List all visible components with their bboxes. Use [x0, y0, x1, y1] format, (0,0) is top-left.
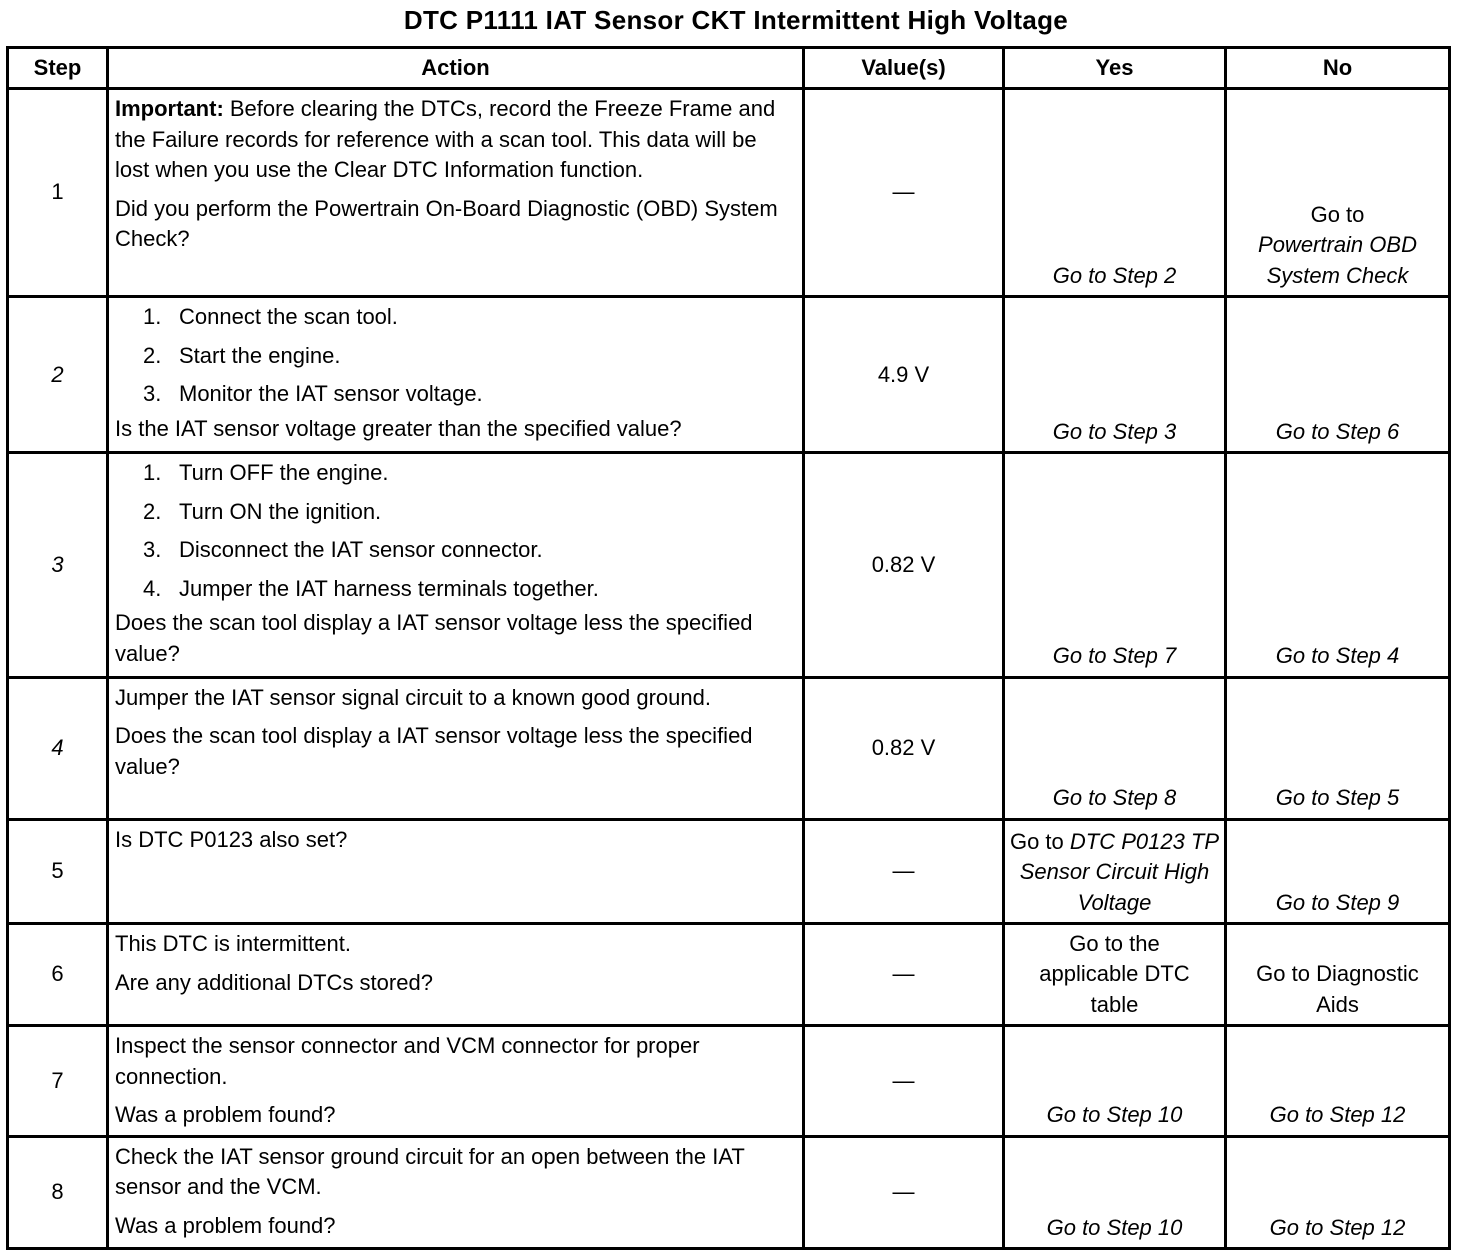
step-number: 8: [8, 1136, 108, 1248]
action-cell: [108, 1026, 804, 1137]
step-number: 6: [8, 924, 108, 1026]
no-cell: [1226, 89, 1450, 297]
action-question: Is DTC P0123 also set?: [115, 826, 348, 852]
yes-link[interactable]: Go to Step 2: [1052, 262, 1177, 288]
yes-link[interactable]: Go to Step 10: [1046, 1102, 1183, 1128]
action-question: Was a problem found?: [115, 1212, 336, 1238]
header-row: [8, 48, 1450, 89]
header-action: Action: [108, 48, 804, 89]
step-number: 5: [8, 819, 108, 923]
action-cell: [108, 819, 804, 923]
important-text: Before clearing the DTCs, record the Freeze Frame and the Failure records for reference with a scan tool. This data will be lost when you use the Clear DTC Information function.: [115, 96, 776, 182]
table-row: [8, 924, 1450, 1026]
no-cell: [1226, 453, 1450, 677]
no-cell: [1226, 297, 1450, 453]
yes-cell: [1004, 453, 1226, 677]
no-link[interactable]: Go to Diagnostic Aids: [1256, 961, 1419, 1017]
action-step-item: 3. Monitor the IAT sensor voltage.: [143, 381, 483, 407]
no-link[interactable]: Go to Step 9: [1275, 889, 1400, 915]
action-text: This DTC is intermittent.: [115, 931, 351, 957]
action-text: Check the IAT sensor ground circuit for an open between the IAT sensor and the VCM.: [115, 1143, 745, 1200]
yes-link[interactable]: DTC P0123 TP Sensor Circuit High Voltage: [1019, 828, 1220, 915]
action-step-item: 4. Jumper the IAT harness terminals together.: [143, 575, 599, 601]
yes-link[interactable]: Go to Step 8: [1052, 785, 1177, 811]
yes-cell: [1004, 819, 1226, 923]
value-cell: —: [804, 1136, 1004, 1248]
yes-cell: [1004, 297, 1226, 453]
step-number: 1: [8, 89, 108, 297]
action-cell: [108, 297, 804, 453]
action-cell: [108, 924, 804, 1026]
yes-link[interactable]: Go to Step 7: [1052, 643, 1177, 669]
action-question: Is the IAT sensor voltage greater than the specified value?: [115, 415, 682, 441]
header-values: Value(s): [804, 48, 1004, 89]
yes-cell: [1004, 1026, 1226, 1137]
no-cell: [1226, 819, 1450, 923]
header-yes: Yes: [1004, 48, 1226, 89]
action-cell: [108, 453, 804, 677]
no-link[interactable]: Go to Step 4: [1275, 643, 1400, 669]
header-step: Step: [8, 48, 108, 89]
step-number: 2: [8, 297, 108, 453]
no-cell: [1226, 924, 1450, 1026]
action-step-item: 2. Turn ON the ignition.: [143, 498, 382, 524]
no-prefix: Go to: [1310, 201, 1365, 227]
table-row: [8, 89, 1450, 297]
action-step-item: 1. Turn OFF the engine.: [143, 460, 389, 486]
action-cell: [108, 677, 804, 819]
no-link[interactable]: Go to Step 12: [1269, 1214, 1406, 1240]
yes-prefix: Go to: [1009, 828, 1070, 854]
value-cell: 0.82 V: [804, 677, 1004, 819]
no-cell: [1226, 1136, 1450, 1248]
table-row: [8, 819, 1450, 923]
value-cell: —: [804, 819, 1004, 923]
yes-link[interactable]: Go to Step 10: [1046, 1214, 1183, 1240]
value-cell: —: [804, 1026, 1004, 1137]
diagnostic-table: [6, 46, 1451, 1250]
action-text: Jumper the IAT sensor signal circuit to a known good ground.: [115, 684, 711, 710]
action-text: Inspect the sensor connector and VCM connector for proper connection.: [115, 1033, 700, 1089]
value-cell: —: [804, 924, 1004, 1026]
important-note: [115, 94, 794, 186]
table-row: [8, 677, 1450, 819]
action-question: Does the scan tool display a IAT sensor voltage less the specified value?: [115, 723, 753, 779]
header-no: No: [1226, 48, 1450, 89]
yes-cell: [1004, 924, 1226, 1026]
page-title: DTC P1111 IAT Sensor CKT Intermittent High Voltage: [403, 5, 1069, 35]
no-link[interactable]: Go to Step 6: [1275, 418, 1400, 444]
no-cell: [1226, 677, 1450, 819]
value-cell: —: [804, 89, 1004, 297]
important-label: Important:: [115, 96, 224, 121]
table-row: [8, 1136, 1450, 1248]
yes-cell: [1004, 1136, 1226, 1248]
action-question: Are any additional DTCs stored?: [115, 969, 433, 995]
yes-link[interactable]: Go to Step 3: [1052, 418, 1177, 444]
no-link[interactable]: Go to Step 5: [1275, 785, 1400, 811]
value-cell: 0.82 V: [804, 453, 1004, 677]
action-question: Was a problem found?: [115, 1102, 336, 1128]
table-row: [8, 1026, 1450, 1137]
action-cell: [108, 89, 804, 297]
action-question: Does the scan tool display a IAT sensor voltage less the specified value?: [115, 610, 753, 666]
action-step-item: 2. Start the engine.: [143, 342, 341, 368]
yes-cell: [1004, 89, 1226, 297]
action-step-item: 3. Disconnect the IAT sensor connector.: [143, 537, 543, 563]
no-link[interactable]: Powertrain OBD System Check: [1258, 232, 1417, 288]
step-number: 3: [8, 453, 108, 677]
table-row: [8, 297, 1450, 453]
yes-cell: [1004, 677, 1226, 819]
action-step-item: 1. Connect the scan tool.: [143, 304, 398, 330]
table-row: [8, 453, 1450, 677]
value-cell: 4.9 V: [804, 297, 1004, 453]
step-number: 7: [8, 1026, 108, 1137]
action-cell: [108, 1136, 804, 1248]
action-question: Did you perform the Powertrain On-Board Diagnostic (OBD) System Check?: [115, 195, 778, 251]
step-number: 4: [8, 677, 108, 819]
yes-link[interactable]: Go to the applicable DTC table: [1039, 930, 1190, 1017]
action-steps: [115, 302, 794, 410]
no-link[interactable]: Go to Step 12: [1269, 1102, 1406, 1128]
action-steps: [115, 458, 794, 604]
no-cell: [1226, 1026, 1450, 1137]
